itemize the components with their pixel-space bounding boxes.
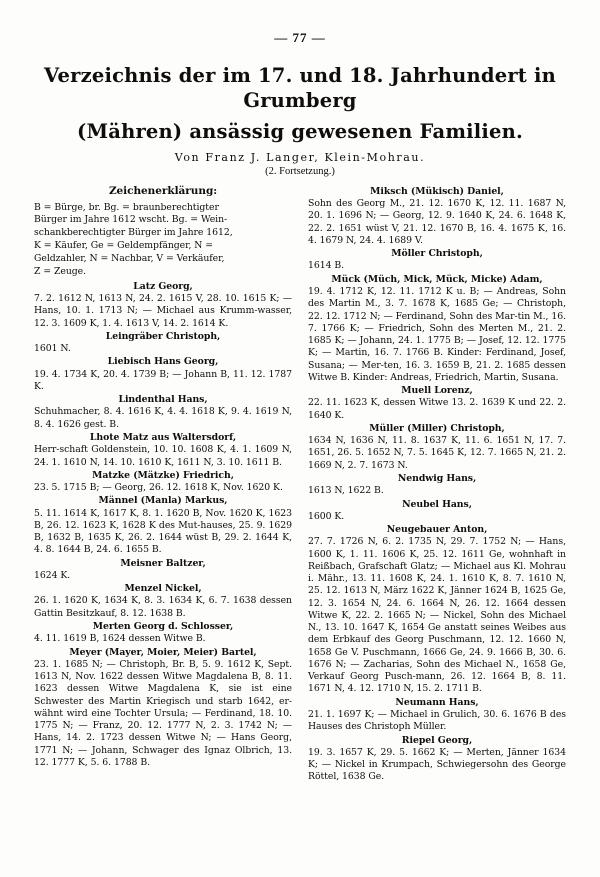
entry [34, 470, 292, 495]
entry [308, 186, 566, 247]
entry [34, 432, 292, 469]
entry-name: Latz Georg, [133, 280, 193, 292]
entry-name: Neumann Hans, [395, 696, 479, 708]
entry [308, 473, 566, 498]
legend-line: Bürger im Jahre 1612 wscht. Bg. = Wein- [34, 214, 228, 226]
entry-text: 4. 11. 1619 B, 1624 dessen Witwe B. [34, 633, 206, 645]
entry [308, 274, 566, 384]
legend-line: Geldzahler, N = Nachbar, V = Verkäufer, [34, 252, 225, 264]
entry-text: 1614 B. [308, 260, 345, 272]
entry [308, 248, 566, 273]
entry [34, 331, 292, 356]
entry-text: 1634 N, 1636 N, 11. 8. 1637 K, 11. 6. 1651 N, 17. 7. 1651, 26. 5. 1652 N, 7. 5. 1645 K, 12. 7. 1665 N, 21. 2. 1669 N, 2. 7. 1673 N. [308, 435, 566, 471]
entry-name: Nendwig Hans, [397, 472, 477, 484]
entry [308, 385, 566, 422]
entry-name: Muell Lorenz, [401, 385, 473, 397]
entry-text: 1624 K. [34, 569, 71, 581]
entry-text: 1613 N, 1622 B. [308, 485, 384, 497]
entry [34, 558, 292, 583]
entry [308, 499, 566, 524]
entry-name: Riepel Georg, [401, 734, 473, 746]
entry [34, 394, 292, 431]
entry-text: 23. 5. 1715 B; — Georg, 26. 12. 1618 K, Nov. 1620 K. [34, 482, 283, 494]
entry-text: 1600 K. [308, 510, 345, 522]
legend-block [34, 202, 292, 278]
entry-text: 21. 1. 1697 K; — Michael in Grulich, 30. 6. 1676 B des Hauses des Christoph Müller. [308, 709, 566, 733]
entry-name: Neubel Hans, [402, 498, 472, 510]
entry-text: 26. 1. 1620 K, 1634 K, 8. 3. 1634 K, 6. 7. 1638 dessen Gattin Besitzkauf, 8. 12. 1638 B. [34, 595, 292, 619]
entry-text: 7. 2. 1612 N, 1613 N, 24. 2. 1615 V, 28. 10. 1615 K; — Hans, 10. 1. 1713 N; — Michael aus Krumm-wasser, 12. 3. 1609 K, 1. 4. 1613 V, 14. 2. 1614 K. [34, 293, 292, 329]
entry-name: Meyer (Mayer, Moier, Meier) Bartel, [69, 646, 257, 658]
entry [34, 356, 292, 393]
entry-name: Möller Christoph, [391, 248, 483, 260]
entry-name: Männel (Manla) Markus, [98, 495, 228, 507]
entry-name: Menzel Nickel, [124, 583, 202, 595]
entry-text: 1601 N. [34, 343, 71, 355]
entry-name: Leingräber Christoph, [105, 330, 221, 342]
legend-heading: Zeichenerklärung: [108, 184, 218, 197]
entry-name: Matzke (Mätzke) Friedrich, [92, 469, 234, 481]
continuation-note: (2. Fortsetzung.) [265, 165, 335, 177]
left-column [34, 185, 292, 770]
entry-name: Merten Georg d. Schlosser, [92, 620, 234, 632]
entry-name: Miksch (Mükisch) Daniel, [370, 185, 504, 197]
legend-line: B = Bürge, br. Bg. = braunberechtigter [34, 201, 219, 213]
entry-name: Mück (Müch, Mick, Mück, Micke) Adam, [331, 273, 543, 285]
entry [308, 735, 566, 784]
entry-name: Lindenthal Hans, [118, 394, 208, 406]
entry-name: Neugebauer Anton, [386, 524, 488, 536]
right-column [308, 185, 566, 784]
page-title-line-1: Verzeichnis der im 17. und 18. Jahrhundert in Grumberg [44, 64, 556, 112]
entry-name: Müller (Miller) Christoph, [369, 422, 505, 434]
entry [34, 281, 292, 330]
entry [308, 423, 566, 472]
entry-name: Meisner Baltzer, [120, 557, 206, 569]
entry-text: 19. 4. 1734 K, 20. 4. 1739 B; — Johann B, 11. 12. 1787 K. [34, 368, 292, 392]
entry [308, 524, 566, 696]
entry-text: Herr-schaft Goldenstein, 10. 10. 1608 K, 4. 1. 1609 N, 24. 1. 1610 N, 14. 10. 1610 K, 1611 N, 3. 10. 1611 B. [34, 444, 292, 468]
entry [34, 495, 292, 556]
entry-text: 22. 11. 1623 K, dessen Witwe 13. 2. 1639 K und 22. 2. 1640 K. [308, 397, 566, 421]
entry [34, 583, 292, 620]
entry-text: 19. 3. 1657 K, 29. 5. 1662 K; — Merten, Jänner 1634 K; — Nickel in Krumpach, Schwiegersohn des George Röttel, 1638 Ge. [308, 746, 566, 783]
entry-text: Sohn des Georg M., 21. 12. 1670 K, 12. 11. 1687 N, 20. 1. 1696 N; — Georg, 12. 9. 1640 K, 24. 6. 1648 K, 22. 2. 1651 wüst V, 21. 12. 1670 B, 16. 4. 1675 K, 16. 4. 1679 N, 24. 4. 1689 V. [308, 198, 566, 246]
entry-text: Schuhmacher, 8. 4. 1616 K, 4. 4. 1618 K, 9. 4. 1619 N, 8. 4. 1626 gest. B. [34, 406, 292, 430]
page-title-line-2: (Mähren) ansässig gewesenen Familien. [77, 119, 523, 143]
legend-line: K = Käufer, Ge = Geldempfänger, N = [34, 240, 214, 252]
legend-line: Z = Zeuge. [34, 265, 87, 277]
entry-text: 27. 7. 1726 N, 6. 2. 1735 N, 29. 7. 1752 N; — Hans, 1600 K, 1. 11. 1606 K, 25. 12. 1611 Ge, wohnhaft in Reißbach, Grafschaft Glatz; — Michael aus Kl. Mohrau i. Mähr., 13. 11. 1608 K, 24. 1. 1610 K, 8. 7. 1610 N, 25. 12. 1613 N, März 1622 K, Jänner 1624 B, 1625 Ge, 12. 3. 1654 N, 24. 6. 1664 N, 26. 12. 1664 dessen Witwe K, 22. 2. 1665 N; — Nickel, Sohn des Michael N., 13. 10. 1647 K, 1654 Ge anstatt seines Weibes aus dem Erbkauf des Georg Puschmann, 12. 12. 1660 N, 1658 Ge V. Puschmann, 1666 Ge, 24. 9. 1666 B, 30. 6. 1676 N; — Zacharias, Sohn des Michael N., 1658 Ge, Verkauf Georg Pusch-mann, 26. 12. 1664 B, 8. 11. 1671 N, 4. 12. 1710 N, 15. 2. 1711 B. [308, 536, 566, 695]
entry [308, 697, 566, 734]
entry-text: 5. 11. 1614 K, 1617 K, 8. 1. 1620 B, Nov. 1620 K, 1623 B, 26. 12. 1623 K, 1628 K des Mut-hauses, 25. 9. 1629 B, 1632 B, 1635 K, 26. 2. 1644 wüst B, 29. 2. 1644 K, 4. 8. 1644 B, 24. 6. 1655 B. [34, 507, 292, 556]
entry-text: 23. 1. 1685 N; — Christoph, Br. B, 5. 9. 1612 K, Sept. 1613 N, Nov. 1622 dessen Witwe Magdalena B, 8. 11. 1623 dessen Witwe Magdalena K, sie ist eine Schwester des Martin Kriegisch und starb 1642, er-wähnt wird eine Tochter Ursula; — Ferdinand, 18. 10. 1775 N; — Franz, 20. 12. 1777 N, 2. 3. 1742 N; — Hans, 14. 2. 1723 dessen Witwe N; — Hans Georg, 1771 N; — Johann, Schwager des Ignaz Olbrich, 13. 12. 1777 K, 5. 6. 1788 B. [34, 658, 292, 768]
entry-name: Liebisch Hans Georg, [107, 356, 219, 368]
byline: Von Franz J. Langer, Klein-Mohrau. [174, 150, 426, 164]
entry [34, 647, 292, 770]
entry [34, 621, 292, 646]
entry-text: 19. 4. 1712 K, 12. 11. 1712 K u. B; — Andreas, Sohn des Martin M., 3. 7. 1678 K, 1685 Ge; — Christoph, 22. 12. 1712 N; — Ferdinand, Sohn des Mar-tin M., 16. 7. 1766 K; — Friedrich, Sohn des Merten M., 21. 2. 1685 K; — Johann, 24. 1. 1775 B; — Josef, 12. 12. 1775 K; — Martin, 16. 7. 1766 B. Kinder: Ferdinand, Josef, Susana; — Mer-ten, 16. 3. 1659 B, 21. 2. 1685 dessen Witwe B. Kinder: Andreas, Friedrich, Martin, Susana. [308, 285, 566, 383]
legend-line: schankberechtigter Bürger im Jahre 1612, [34, 227, 233, 239]
entry-name: Lhote Matz aus Waltersdorf, [89, 432, 237, 443]
page-number: — 77 — [274, 30, 326, 45]
columns-container [34, 185, 566, 784]
